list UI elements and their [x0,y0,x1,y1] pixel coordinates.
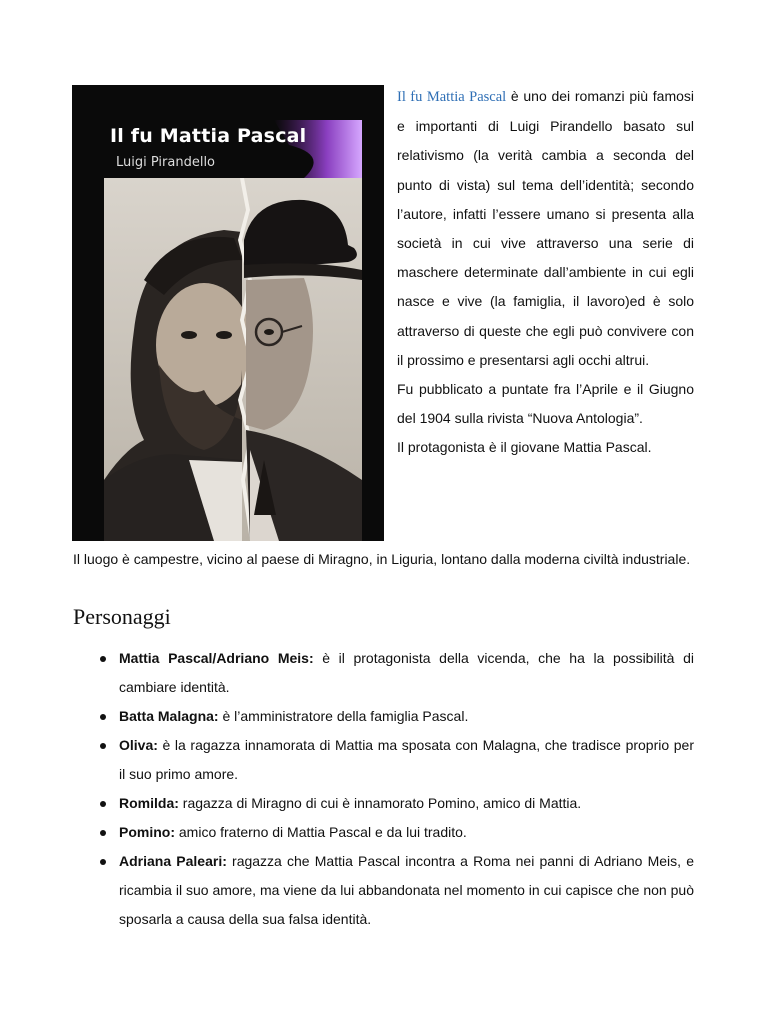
book-cover-image [72,85,384,541]
character-name: Romilda: [119,795,179,811]
bullet-icon [100,859,106,865]
character-name: Adriana Paleari: [119,853,227,869]
novel-title-link[interactable]: Il fu Mattia Pascal [397,89,507,105]
intro-text-column [397,82,694,463]
character-name: Batta Malagna: [119,708,219,724]
intro-paragraph [397,82,694,375]
cover-title: Il fu Mattia Pascal [110,125,307,147]
character-description: è il protagonista della vicenda, che ha la possibilità di cambiare identità. [119,650,694,695]
list-item [73,818,694,847]
character-name: Pomino: [119,824,175,840]
cover-portrait-illustration [104,120,362,541]
setting-text-block [73,545,694,574]
character-description: ragazza di Miragno di cui è innamorato Pomino, amico di Mattia. [178,795,582,811]
character-description: è la ragazza innamorata di Mattia ma sposata con Malagna, che tradisce proprio per il suo primo amore. [119,737,694,782]
character-description: amico fraterno di Mattia Pascal e da lui tradito. [175,824,467,840]
bullet-icon [100,714,106,720]
list-item [73,847,694,934]
list-item [73,789,694,818]
character-name: Mattia Pascal/Adriano Meis: [119,650,314,666]
characters-list [73,644,694,934]
cover-author: Luigi Pirandello [116,155,216,170]
list-item [73,702,694,731]
list-item [73,731,694,789]
bullet-icon [100,801,106,807]
protagonist-paragraph: Il protagonista è il giovane Mattia Pascal. [397,439,652,456]
list-item [73,644,694,702]
bullet-icon [100,743,106,749]
publication-paragraph: Fu pubblicato a puntate fra l’Aprile e il Giugno del 1904 sulla rivista “Nuova Antologia”. [397,381,694,427]
bullet-icon [100,830,106,836]
character-description: è l’amministratore della famiglia Pascal. [218,708,469,724]
setting-paragraph: Il luogo è campestre, vicino al paese di Miragno, in Liguria, lontano dalla moderna civiltà industriale. [73,551,691,567]
character-description: ragazza che Mattia Pascal incontra a Roma nei panni di Adriano Meis, e ricambia il suo amore, ma viene da lui abbandonata nel momento in cui capisce che non può sposarla a causa della sua falsa identità. [119,853,694,927]
intro-paragraph-text: è uno dei romanzi più famosi e importanti di Luigi Pirandello basato sul relativismo (la verità cambia a seconda del punto di vista) sul tema dell’identità; secondo l’autore, infatti l’essere umano si presenta alla società in cui vive attraverso una serie di maschere determinate dall’ambiente in cui egli nasce e vive (la famiglia, il lavoro)ed è solo attraverso di queste che egli può convivere con il prossimo e presentarsi agli occhi altrui. [397,88,695,368]
bullet-icon [100,656,106,662]
section-heading-personaggi: Personaggi [73,604,171,629]
character-name: Oliva: [119,737,158,753]
